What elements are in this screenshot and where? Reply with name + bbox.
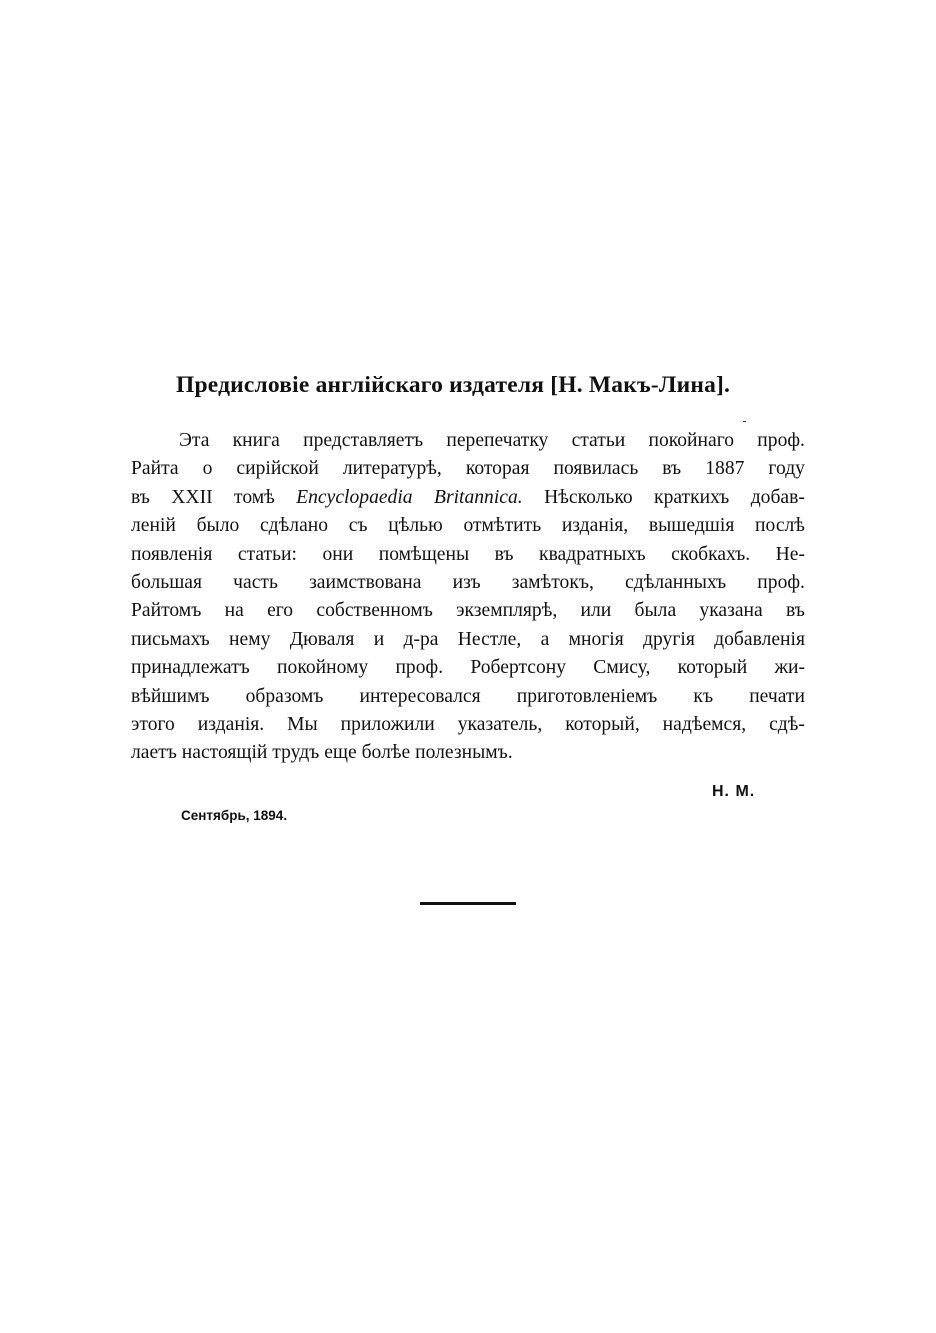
paragraph-line: Эта книга представляетъ перепечатку статьи покойнаго проф. (179, 430, 805, 451)
preface-paragraph (131, 427, 805, 768)
paragraph-line: въ XXII томѣ Encyclopaedia Britannica. Нѣсколько краткихъ добав- (131, 486, 805, 508)
print-speck (743, 421, 746, 422)
paragraph-line: Райтомъ на его собственномъ экземплярѣ, или была указана въ (131, 600, 805, 622)
paragraph-line: большая часть заимствована изъ замѣтокъ, сдѣланныхъ проф. (131, 571, 805, 593)
paragraph-line: появленія статьи: они помѣщены въ квадратныхъ скобкахъ. Не- (131, 543, 805, 565)
paragraph-line: письмахъ нему Дюваля и д-ра Нестле, а многія другія добавленія (131, 628, 805, 650)
paragraph-line: леній было сдѣлано съ цѣлью отмѣтить изданія, вышедшія послѣ (131, 515, 805, 537)
paragraph-line: этого изданія. Мы приложили указатель, который, надѣемся, сдѣ- (131, 713, 805, 735)
page-title: Предисловіе англійскаго издателя [Н. Макъ-Лина]. (176, 372, 731, 398)
section-divider (420, 902, 516, 905)
signature: Н. М. (712, 783, 756, 800)
date-line: Сентябрь, 1894. (181, 808, 288, 823)
paragraph-line: вѣйшимъ образомъ интересовался приготовленіемъ къ печати (131, 685, 805, 707)
paragraph-line: лаетъ настоящій трудъ еще болѣе полезнымъ. (131, 742, 513, 764)
paragraph-line: принадлежатъ покойному проф. Робертсону Смису, который жи- (131, 657, 805, 679)
paragraph-line: Райта о сирійской литературѣ, которая появилась въ 1887 году (131, 458, 805, 480)
